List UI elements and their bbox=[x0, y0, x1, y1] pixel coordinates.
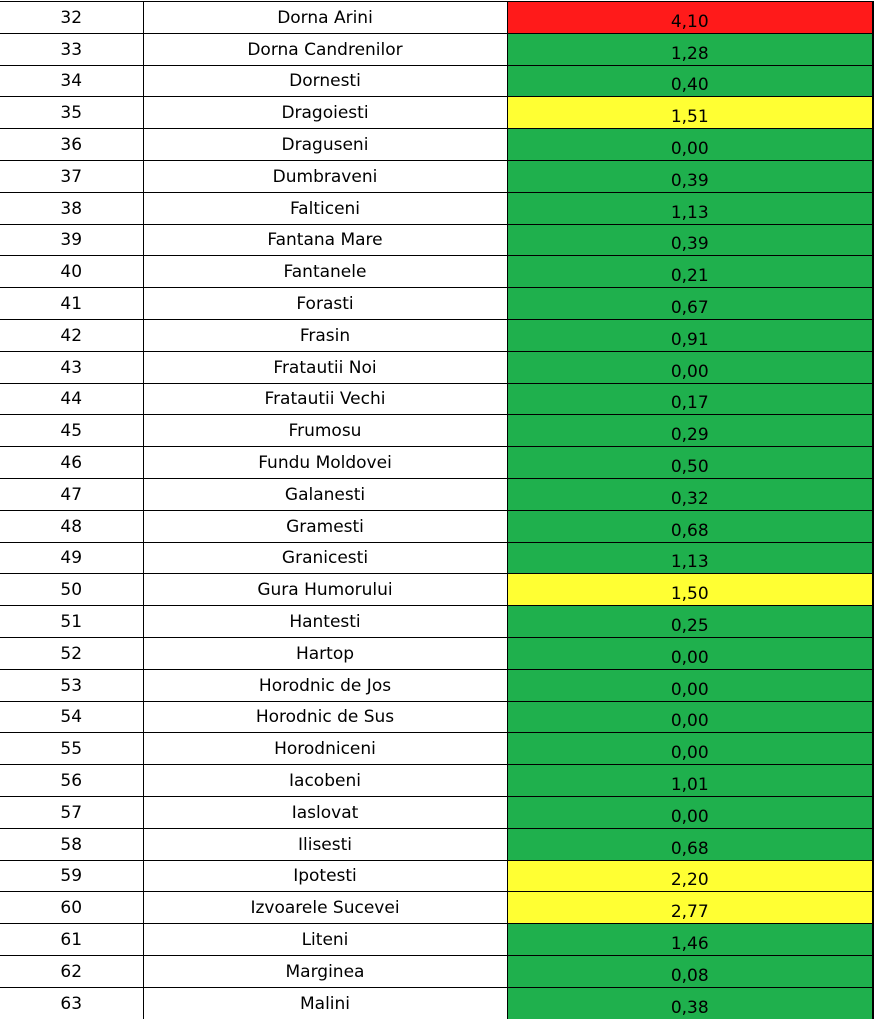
locality-name-cell[interactable]: Ilisesti bbox=[143, 828, 507, 860]
locality-name-cell[interactable]: Gramesti bbox=[143, 510, 507, 542]
incidence-value: 0,17 bbox=[670, 393, 709, 414]
table-row bbox=[0, 383, 873, 415]
incidence-value-cell[interactable] bbox=[507, 129, 873, 161]
incidence-value-cell[interactable] bbox=[507, 160, 873, 192]
locality-name-cell[interactable]: Granicesti bbox=[143, 542, 507, 574]
locality-name-cell[interactable]: Hantesti bbox=[143, 606, 507, 638]
locality-name-cell[interactable]: Fundu Moldovei bbox=[143, 447, 507, 479]
locality-name-cell[interactable]: Fantanele bbox=[143, 256, 507, 288]
row-number-cell[interactable]: 43 bbox=[0, 351, 143, 383]
incidence-value-cell[interactable] bbox=[507, 637, 873, 669]
incidence-value: 0,68 bbox=[670, 520, 709, 541]
table-row bbox=[0, 733, 873, 765]
locality-name-cell[interactable]: Dumbraveni bbox=[143, 160, 507, 192]
row-number-cell[interactable]: 38 bbox=[0, 192, 143, 224]
table-row bbox=[0, 160, 873, 192]
incidence-value-cell[interactable] bbox=[507, 415, 873, 447]
incidence-value-cell[interactable] bbox=[507, 478, 873, 510]
incidence-value-cell[interactable] bbox=[507, 192, 873, 224]
row-number-cell[interactable]: 35 bbox=[0, 97, 143, 129]
table-row bbox=[0, 955, 873, 987]
incidence-value-cell[interactable] bbox=[507, 955, 873, 987]
table-row bbox=[0, 288, 873, 320]
table-row bbox=[0, 828, 873, 860]
locality-name-cell[interactable]: Falticeni bbox=[143, 192, 507, 224]
row-number-cell[interactable]: 57 bbox=[0, 796, 143, 828]
row-number-cell[interactable]: 54 bbox=[0, 701, 143, 733]
incidence-value: 1,01 bbox=[670, 774, 709, 795]
incidence-value-cell[interactable] bbox=[507, 447, 873, 479]
table-row bbox=[0, 606, 873, 638]
table-row bbox=[0, 478, 873, 510]
table-row bbox=[0, 924, 873, 956]
row-number-cell[interactable]: 52 bbox=[0, 637, 143, 669]
locality-name-cell[interactable]: Fantana Mare bbox=[143, 224, 507, 256]
row-number-cell[interactable]: 39 bbox=[0, 224, 143, 256]
incidence-value-cell[interactable] bbox=[507, 97, 873, 129]
incidence-value: 0,00 bbox=[670, 361, 709, 382]
row-number-cell[interactable]: 41 bbox=[0, 288, 143, 320]
locality-name-cell[interactable]: Horodnic de Jos bbox=[143, 669, 507, 701]
locality-name-cell[interactable]: Draguseni bbox=[143, 129, 507, 161]
row-number-cell[interactable]: 34 bbox=[0, 65, 143, 97]
row-number-cell[interactable]: 53 bbox=[0, 669, 143, 701]
locality-name-cell[interactable]: Dorna Candrenilor bbox=[143, 33, 507, 65]
row-number-cell[interactable]: 59 bbox=[0, 860, 143, 892]
incidence-value-cell[interactable] bbox=[507, 669, 873, 701]
incidence-value-cell[interactable] bbox=[507, 510, 873, 542]
incidence-value: 0,25 bbox=[670, 615, 709, 636]
row-number-cell[interactable]: 32 bbox=[0, 2, 143, 34]
row-number-cell[interactable]: 51 bbox=[0, 606, 143, 638]
table-row bbox=[0, 765, 873, 797]
incidence-value: 0,39 bbox=[670, 170, 709, 191]
table-row bbox=[0, 224, 873, 256]
table-row bbox=[0, 415, 873, 447]
incidence-value: 1,50 bbox=[670, 584, 709, 605]
incidence-value-cell[interactable] bbox=[507, 2, 873, 34]
incidence-value: 0,50 bbox=[670, 456, 709, 477]
locality-name-cell[interactable]: Frasin bbox=[143, 319, 507, 351]
locality-name-cell[interactable]: Forasti bbox=[143, 288, 507, 320]
table-row bbox=[0, 701, 873, 733]
incidence-value: 0,91 bbox=[670, 329, 709, 350]
locality-name-cell[interactable]: Ipotesti bbox=[143, 860, 507, 892]
locality-name-cell[interactable]: Dornesti bbox=[143, 65, 507, 97]
locality-name-cell[interactable]: Galanesti bbox=[143, 478, 507, 510]
row-number-cell[interactable]: 62 bbox=[0, 955, 143, 987]
incidence-value-cell[interactable] bbox=[507, 733, 873, 765]
incidence-value-cell[interactable] bbox=[507, 606, 873, 638]
incidence-value-cell[interactable] bbox=[507, 860, 873, 892]
row-number-cell[interactable]: 46 bbox=[0, 447, 143, 479]
row-number-cell[interactable]: 58 bbox=[0, 828, 143, 860]
incidence-value: 0,29 bbox=[670, 425, 709, 446]
incidence-value-cell[interactable] bbox=[507, 765, 873, 797]
table-row bbox=[0, 669, 873, 701]
table-row bbox=[0, 33, 873, 65]
table-row bbox=[0, 192, 873, 224]
incidence-value-cell[interactable] bbox=[507, 288, 873, 320]
incidence-value: 0,00 bbox=[670, 743, 709, 764]
table-row bbox=[0, 892, 873, 924]
incidence-value: 0,00 bbox=[670, 679, 709, 700]
row-number-cell[interactable]: 36 bbox=[0, 129, 143, 161]
row-number-cell[interactable]: 42 bbox=[0, 319, 143, 351]
incidence-value-cell[interactable] bbox=[507, 256, 873, 288]
incidence-value-cell[interactable] bbox=[507, 924, 873, 956]
table-row bbox=[0, 129, 873, 161]
row-number-cell[interactable]: 37 bbox=[0, 160, 143, 192]
incidence-value: 0,68 bbox=[670, 838, 709, 859]
row-number-cell[interactable]: 63 bbox=[0, 987, 143, 1018]
table-row bbox=[0, 542, 873, 574]
locality-name-cell[interactable]: Dragoiesti bbox=[143, 97, 507, 129]
incidence-value: 0,00 bbox=[670, 647, 709, 668]
locality-name-cell[interactable]: Horodniceni bbox=[143, 733, 507, 765]
incidence-value: 1,13 bbox=[670, 202, 709, 223]
row-number-cell[interactable]: 49 bbox=[0, 542, 143, 574]
incidence-value-cell[interactable] bbox=[507, 351, 873, 383]
table-row bbox=[0, 796, 873, 828]
table-row bbox=[0, 2, 873, 34]
incidence-value: 4,10 bbox=[670, 11, 709, 32]
table-row bbox=[0, 987, 873, 1018]
incidence-value: 2,20 bbox=[670, 870, 709, 891]
locality-name-cell[interactable]: Horodnic de Sus bbox=[143, 701, 507, 733]
row-number-cell[interactable]: 60 bbox=[0, 892, 143, 924]
locality-name-cell[interactable]: Hartop bbox=[143, 637, 507, 669]
incidence-value-cell[interactable] bbox=[507, 224, 873, 256]
table-body bbox=[0, 2, 873, 1019]
table-row bbox=[0, 860, 873, 892]
incidence-value: 1,13 bbox=[670, 552, 709, 573]
row-number-cell[interactable]: 50 bbox=[0, 574, 143, 606]
table-row bbox=[0, 97, 873, 129]
row-number-cell[interactable]: 40 bbox=[0, 256, 143, 288]
incidence-value-cell[interactable] bbox=[507, 542, 873, 574]
locality-name-cell[interactable]: Dorna Arini bbox=[143, 2, 507, 34]
locality-name-cell[interactable]: Fratautii Vechi bbox=[143, 383, 507, 415]
table-row bbox=[0, 510, 873, 542]
incidence-value: 1,51 bbox=[670, 107, 709, 128]
incidence-value: 0,00 bbox=[670, 138, 709, 159]
incidence-value: 0,39 bbox=[670, 234, 709, 255]
locality-name-cell[interactable]: Gura Humorului bbox=[143, 574, 507, 606]
incidence-value-cell[interactable] bbox=[507, 796, 873, 828]
incidence-table bbox=[0, 1, 874, 1019]
row-number-cell[interactable]: 45 bbox=[0, 415, 143, 447]
table-row bbox=[0, 65, 873, 97]
table-row bbox=[0, 447, 873, 479]
incidence-value: 2,77 bbox=[670, 902, 709, 923]
table-row bbox=[0, 319, 873, 351]
row-number-cell[interactable]: 61 bbox=[0, 924, 143, 956]
incidence-value: 1,46 bbox=[670, 933, 709, 954]
incidence-value-cell[interactable] bbox=[507, 383, 873, 415]
incidence-value-cell[interactable] bbox=[507, 319, 873, 351]
table-row bbox=[0, 637, 873, 669]
row-number-cell[interactable]: 55 bbox=[0, 733, 143, 765]
incidence-value-cell[interactable] bbox=[507, 65, 873, 97]
locality-name-cell[interactable]: Iaslovat bbox=[143, 796, 507, 828]
incidence-value: 0,67 bbox=[670, 297, 709, 318]
locality-name-cell[interactable]: Iacobeni bbox=[143, 765, 507, 797]
table-row bbox=[0, 351, 873, 383]
table-row bbox=[0, 256, 873, 288]
incidence-value: 0,00 bbox=[670, 711, 709, 732]
incidence-value: 0,08 bbox=[670, 965, 709, 986]
incidence-value: 0,32 bbox=[670, 488, 709, 509]
incidence-value-cell[interactable] bbox=[507, 574, 873, 606]
row-number-cell[interactable]: 48 bbox=[0, 510, 143, 542]
row-number-cell[interactable]: 44 bbox=[0, 383, 143, 415]
incidence-value: 0,38 bbox=[670, 997, 709, 1018]
locality-name-cell[interactable]: Izvoarele Sucevei bbox=[143, 892, 507, 924]
locality-name-cell[interactable]: Liteni bbox=[143, 924, 507, 956]
row-number-cell[interactable]: 47 bbox=[0, 478, 143, 510]
incidence-value-cell[interactable] bbox=[507, 701, 873, 733]
incidence-value-cell[interactable] bbox=[507, 33, 873, 65]
incidence-value-cell[interactable] bbox=[507, 987, 873, 1018]
incidence-value-cell[interactable] bbox=[507, 892, 873, 924]
row-number-cell[interactable]: 33 bbox=[0, 33, 143, 65]
incidence-value: 0,00 bbox=[670, 806, 709, 827]
incidence-value: 0,21 bbox=[670, 266, 709, 287]
table-row bbox=[0, 574, 873, 606]
incidence-value: 1,28 bbox=[670, 43, 709, 64]
locality-name-cell[interactable]: Frumosu bbox=[143, 415, 507, 447]
incidence-value-cell[interactable] bbox=[507, 828, 873, 860]
locality-name-cell[interactable]: Marginea bbox=[143, 955, 507, 987]
row-number-cell[interactable]: 56 bbox=[0, 765, 143, 797]
locality-name-cell[interactable]: Fratautii Noi bbox=[143, 351, 507, 383]
incidence-value: 0,40 bbox=[670, 75, 709, 96]
locality-name-cell[interactable]: Malini bbox=[143, 987, 507, 1018]
